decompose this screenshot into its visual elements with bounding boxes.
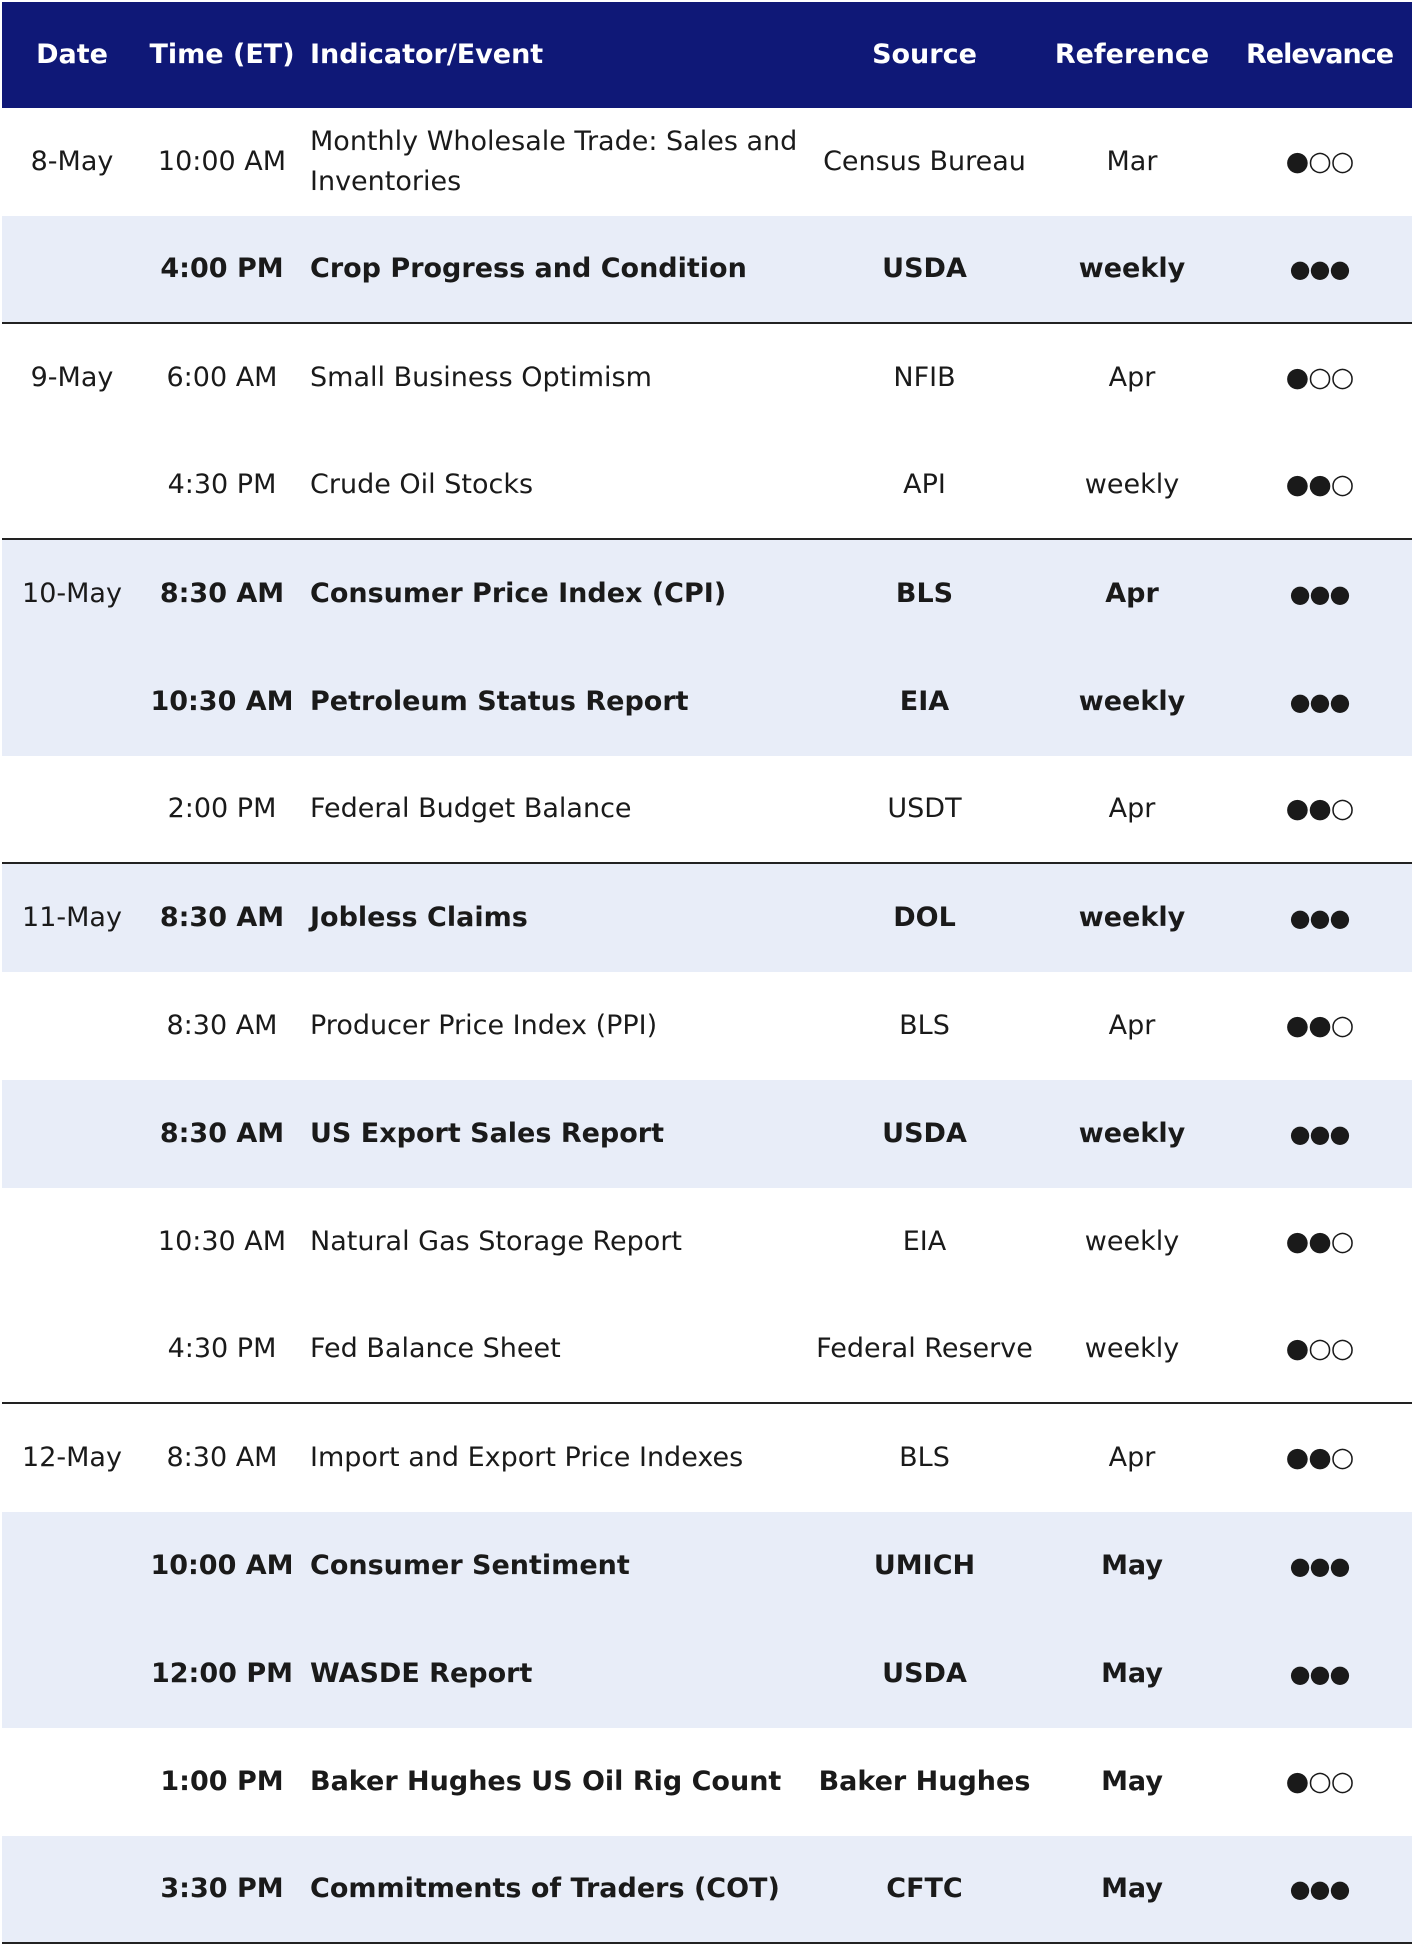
row-relevance: ●○○ [1285,146,1354,177]
table-row [2,216,1412,324]
row-event: Natural Gas Storage Report [310,1226,683,1257]
row-date: 11-May [22,902,122,933]
header-event: Indicator/Event [310,39,544,70]
row-reference: Apr [1108,362,1156,393]
row-reference: weekly [1078,253,1186,284]
row-event: Federal Budget Balance [310,793,632,824]
row-time: 8:30 AM [166,1010,278,1041]
row-relevance: ●●● [1289,1875,1350,1903]
row-event: Consumer Price Index (CPI) [310,578,727,609]
row-reference: Mar [1106,146,1158,177]
row-source: Baker Hughes [818,1766,1031,1797]
row-time: 10:00 AM [150,1550,294,1581]
row-event: Fed Balance Sheet [310,1333,561,1364]
row-event: Consumer Sentiment [310,1550,630,1581]
row-source: UMICH [873,1550,976,1581]
row-reference: weekly [1084,1333,1180,1364]
row-source: BLS [895,578,954,609]
row-event: Baker Hughes US Oil Rig Count [310,1766,782,1797]
row-time: 4:30 PM [167,1333,277,1364]
row-time: 3:30 PM [160,1873,284,1904]
table-row [2,1620,1412,1728]
row-relevance: ●●● [1289,1552,1350,1580]
table-row [2,1836,1412,1944]
table-row [2,1188,1412,1296]
row-source: BLS [899,1010,950,1041]
header-date: Date [36,39,108,70]
row-time: 4:30 PM [167,469,277,500]
row-relevance: ●●○ [1285,469,1354,500]
row-reference: weekly [1078,686,1186,717]
row-reference: May [1101,1873,1163,1904]
header-reference: Reference [1054,39,1210,70]
row-time: 8:30 AM [159,578,285,609]
row-reference: Apr [1105,578,1159,609]
row-source: EIA [899,686,950,717]
row-source: DOL [893,902,956,933]
row-time: 8:30 AM [159,902,285,933]
row-source: Federal Reserve [816,1333,1033,1364]
row-time: 8:30 AM [166,1442,278,1473]
row-relevance: ●●● [1289,1120,1350,1148]
row-date: 12-May [22,1442,122,1473]
row-time: 6:00 AM [166,362,278,393]
table-row [2,756,1412,864]
row-relevance: ●●● [1289,904,1350,932]
table-row [2,864,1412,972]
row-event: WASDE Report [310,1658,533,1689]
row-time: 2:00 PM [167,793,277,824]
row-relevance: ●●○ [1285,1010,1354,1041]
header-relevance: Relevance [1245,39,1394,70]
row-time: 1:00 PM [160,1766,284,1797]
row-event: Small Business Optimism [310,362,652,393]
row-source: BLS [899,1442,950,1473]
table-row [2,108,1412,216]
row-relevance: ●●● [1289,1660,1350,1688]
row-source: USDT [887,793,962,824]
row-relevance: ●●○ [1285,1442,1354,1473]
row-time: 10:30 AM [157,1226,287,1257]
row-date: 9-May [30,362,114,393]
row-event: Commitments of Traders (COT) [310,1873,780,1904]
row-source: USDA [882,1118,967,1149]
row-source: Census Bureau [823,146,1026,177]
row-source: USDA [882,253,967,284]
row-source: CFTC [886,1873,963,1904]
row-relevance: ●○○ [1285,362,1354,393]
row-relevance: ●●○ [1285,793,1354,824]
row-reference: May [1101,1766,1163,1797]
row-relevance: ●●○ [1285,1226,1354,1257]
row-reference: weekly [1084,469,1180,500]
row-relevance: ●○○ [1285,1333,1354,1364]
row-reference: Apr [1108,1442,1156,1473]
table-row [2,972,1412,1080]
row-date: 10-May [22,578,122,609]
row-event: Monthly Wholesale Trade: Sales and Inventories [310,126,798,197]
table-row [2,1728,1412,1836]
row-relevance: ●●● [1289,580,1350,608]
row-source: API [903,469,946,500]
table-row [2,324,1412,432]
row-reference: weekly [1078,902,1186,933]
row-relevance: ●●● [1289,688,1350,716]
row-event: Jobless Claims [310,902,528,933]
row-event: Producer Price Index (PPI) [310,1010,658,1041]
row-source: NFIB [893,362,956,393]
row-relevance: ●○○ [1285,1766,1354,1797]
header-time: Time (ET) [149,39,295,70]
row-reference: May [1101,1550,1163,1581]
row-reference: May [1101,1658,1163,1689]
table-row [2,432,1412,540]
row-time: 10:30 AM [150,686,294,717]
row-event: Petroleum Status Report [310,686,689,717]
row-time: 12:00 PM [150,1658,293,1689]
row-reference: weekly [1084,1226,1180,1257]
economic-calendar-table [2,2,1412,1944]
table-row [2,1296,1412,1404]
row-source: EIA [902,1226,947,1257]
table-row [2,1512,1412,1620]
row-reference: Apr [1108,793,1156,824]
row-time: 8:30 AM [159,1118,285,1149]
table-row [2,540,1412,648]
table-row [2,1404,1412,1512]
header-source: Source [872,39,977,70]
row-reference: weekly [1078,1118,1186,1149]
row-time: 10:00 AM [157,146,287,177]
row-event: Crude Oil Stocks [310,469,534,500]
row-relevance: ●●● [1289,255,1350,283]
table-row [2,648,1412,756]
row-time: 4:00 PM [160,253,284,284]
row-event: US Export Sales Report [310,1118,665,1149]
table-row [2,1080,1412,1188]
table-header [2,2,1412,108]
row-event: Crop Progress and Condition [310,253,747,284]
row-reference: Apr [1108,1010,1156,1041]
row-event: Import and Export Price Indexes [310,1442,744,1473]
row-source: USDA [882,1658,967,1689]
row-date: 8-May [30,146,114,177]
